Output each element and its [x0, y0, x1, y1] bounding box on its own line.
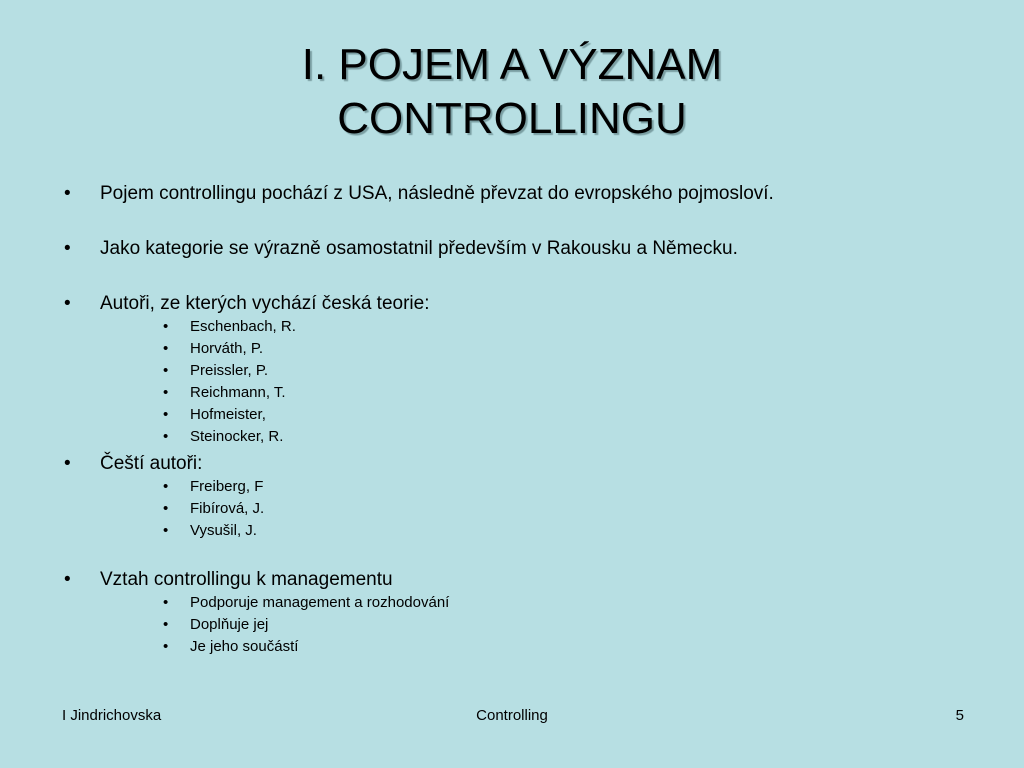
bullet-icon: • [64, 293, 71, 314]
bullet-icon: • [163, 318, 169, 335]
bullet-icon: • [64, 238, 71, 259]
sub-list-item-text: Freiberg, F [190, 478, 264, 495]
bullet-icon: • [163, 522, 169, 539]
footer-page-number: 5 [955, 707, 964, 724]
bullet-icon: • [64, 569, 71, 590]
bullet-icon: • [64, 453, 71, 474]
sub-list-item-text: Reichmann, T. [190, 384, 286, 401]
sub-list-item-text: Fibírová, J. [190, 500, 265, 517]
bullet-icon: • [163, 616, 169, 633]
sub-list-item-text: Eschenbach, R. [190, 318, 296, 335]
sub-list-item-text: Je jeho součástí [190, 638, 299, 655]
bullet-icon: • [163, 362, 169, 379]
sub-list-item-text: Vysušil, J. [190, 522, 257, 539]
list-item-text: Vztah controllingu k managementu [100, 569, 393, 590]
sub-list-item-text: Preissler, P. [190, 362, 269, 379]
bullet-icon: • [163, 340, 169, 357]
footer-author: I Jindrichovska [62, 707, 162, 724]
bullet-icon: • [163, 384, 169, 401]
bullet-icon: • [163, 428, 169, 445]
sub-list-item-text: Steinocker, R. [190, 428, 284, 445]
bullet-icon: • [163, 594, 169, 611]
sub-list-item-text: Podporuje management a rozhodování [190, 594, 450, 611]
bullet-icon: • [163, 478, 169, 495]
list-item-text: Pojem controllingu pochází z USA, následně převzat do evropského pojmosloví. [100, 183, 774, 204]
sub-list-item-text: Doplňuje jej [190, 616, 269, 633]
sub-list-item-text: Horváth, P. [190, 340, 264, 357]
bullet-icon: • [163, 406, 169, 423]
list-item-text: Autoři, ze kterých vychází česká teorie: [100, 293, 430, 314]
bullet-icon: • [163, 500, 169, 517]
bullet-icon: • [163, 638, 169, 655]
slide-title-line-1: I. POJEM A VÝZNAM [301, 40, 723, 89]
sub-list-item-text: Hofmeister, [190, 406, 266, 423]
slide-title-line-2: CONTROLLINGU [337, 94, 687, 143]
bullet-icon: • [64, 183, 71, 204]
list-item-text: Čeští autoři: [100, 453, 203, 474]
list-item-text: Jako kategorie se výrazně osamostatnil především v Rakousku a Německu. [100, 238, 738, 259]
footer-subject: Controlling [476, 707, 548, 724]
slide-title [0, 38, 1024, 146]
